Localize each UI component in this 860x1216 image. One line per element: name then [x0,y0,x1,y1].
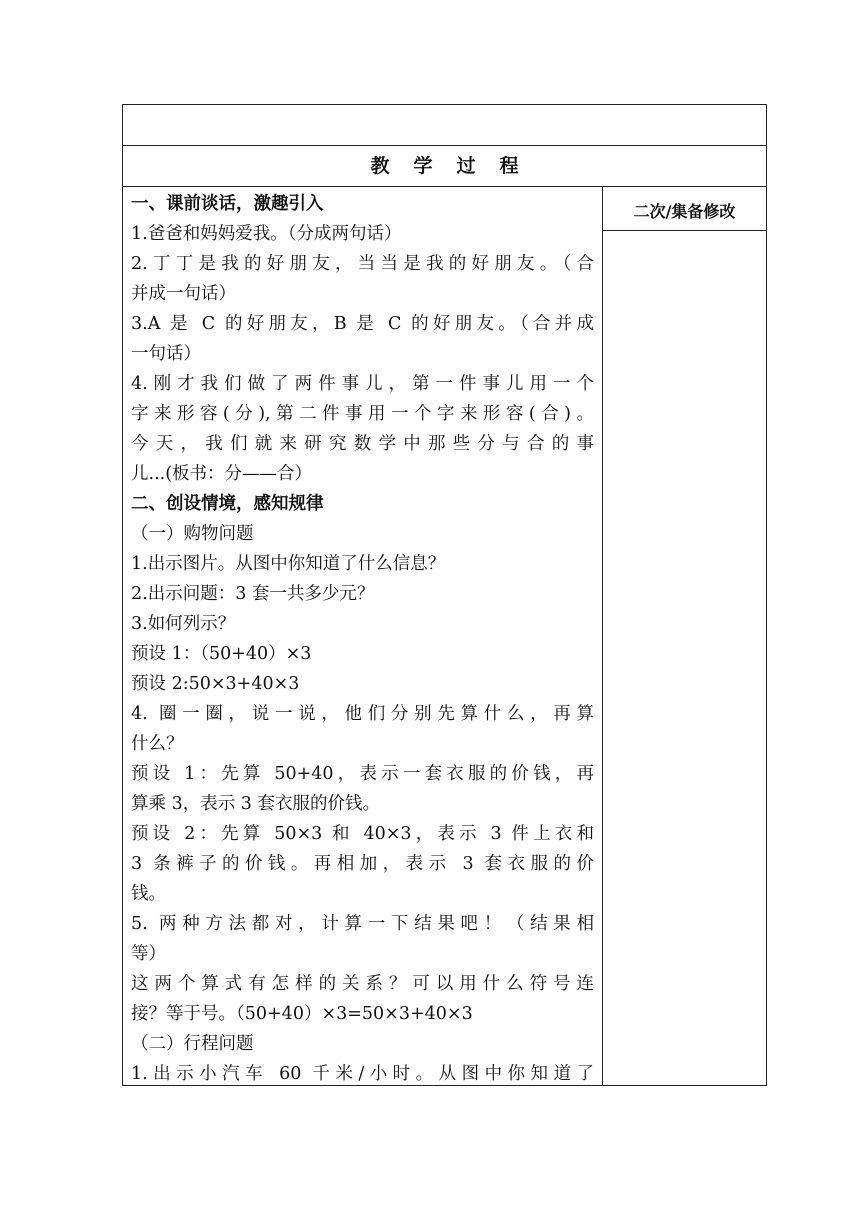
content-line: 1.出示图片。从图中你知道了什么信息？ [131,554,446,574]
content-line: 今天，我们就来研究数学中那些分与合的事 [131,434,594,454]
section-title: 教学过程 [123,146,766,187]
content-line: 4. 圈一圈，说一说，他们分别先算什么，再算 [131,704,594,724]
content-line: 预设 1：先算 50+40，表示一套衣服的价钱，再 [131,764,594,784]
content-line: 接？等于号。（50+40）×3=50×3+40×3 [131,1004,473,1024]
content-line: 预设 1：（50+40）×3 [131,644,312,664]
content-line: 4.刚才我们做了两件事儿，第一件事儿用一个 [131,374,594,394]
content-line: 等） [131,944,166,964]
content-line: （二）行程问题 [131,1034,254,1054]
lesson-table [122,104,767,1086]
section-heading: 一、课前谈话，激趣引入 [131,194,324,214]
content-line: 3.如何列示？ [131,614,236,634]
content-line: 一句话） [131,344,201,364]
section-heading: 二、创设情境，感知规律 [131,494,324,514]
lesson-content [123,187,603,1085]
revision-header: 二次/集备修改 [603,187,766,231]
content-line: 字来形容(分),第二件事用一个字来形容(合)。 [131,404,594,424]
content-line: 2.丁丁是我的好朋友，当当是我的好朋友。（合 [131,254,594,274]
content-line: （一）购物问题 [131,524,254,544]
empty-top-row [123,105,766,146]
content-line: 钱。 [131,884,166,904]
content-line: 2.出示问题：3 套一共多少元？ [131,584,375,604]
content-line: 1.出示小汽车 60 千米/小时。从图中你知道了 [131,1064,594,1084]
revision-column [603,187,766,1085]
content-line: 3 条裤子的价钱。再相加，表示 3 套衣服的价 [131,854,594,874]
content-line: 1.爸爸和妈妈爱我。（分成两句话） [131,224,402,244]
content-line: 预设 2：先算 50×3 和 40×3，表示 3 件上衣和 [131,824,594,844]
content-line: 5. 两种方法都对，计算一下结果吧！（结果相 [131,914,594,934]
content-line: 什么？ [131,734,184,754]
content-line: 3.A 是 C 的好朋友，B 是 C 的好朋友。（合并成 [131,314,594,334]
content-line: 并成一句话） [131,284,236,304]
content-line: 预设 2:50×3+40×3 [131,674,300,694]
content-line: 儿...(板书：分——合） [131,464,313,484]
content-line: 算乘 3，表示 3 套衣服的价钱。 [131,794,380,814]
content-line: 这两个算式有怎样的关系？可以用什么符号连 [131,974,594,994]
